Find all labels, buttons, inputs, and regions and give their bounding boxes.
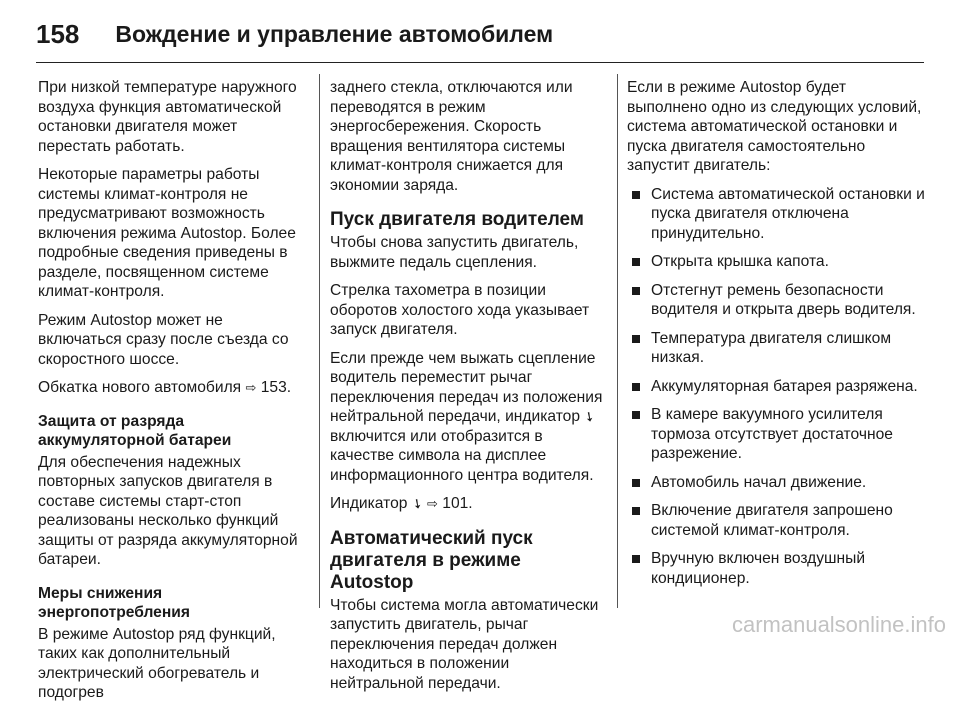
list-item-text: Вручную включен воздушный кондиционер. <box>651 550 866 587</box>
list-item <box>627 377 927 397</box>
watermark: carmanualsonline.info <box>731 612 946 637</box>
section-heading-driver-start: Пуск двигателя водителем <box>330 209 584 230</box>
condition-list <box>627 185 927 589</box>
paragraph: Режим Autostop может не включаться сразу после съезда со скоростного шоссе. <box>38 311 289 368</box>
page-reference-arrow-icon: ⇨ <box>427 496 438 511</box>
list-item <box>627 185 927 244</box>
paragraph-with-reference <box>38 378 310 398</box>
paragraph-with-indicator <box>330 349 604 486</box>
paragraph: Некоторые параметры работы системы климат-контроля не предусматривают возможность включения режима Autostop. Более подробные сведения приведены в разделе, посвященном системе климат-контроля. <box>38 166 296 300</box>
column-right <box>627 78 927 597</box>
reference-text: Обкатка нового автомобиля <box>38 379 242 396</box>
paragraph: В режиме Autostop ряд функций, таких как дополнительный электрический обогреватель и подогрев <box>38 625 276 701</box>
bullet-icon <box>632 383 640 391</box>
list-item-text: Открыта крышка капота. <box>651 253 829 270</box>
list-item <box>627 405 927 464</box>
bullet-icon <box>632 479 640 487</box>
paragraph: При низкой температуре наружного воздуха функция автоматической остановки двигателя может перестать работать. <box>38 79 297 155</box>
list-item-text: Система автоматической остановки и пуска двигателя отключена принудительно. <box>651 185 925 242</box>
column-divider <box>319 74 320 608</box>
paragraph-text: Если прежде чем выжать сцепление водитель переместит рычаг переключения передач из положения нейтральной передачи, индикатор <box>330 349 603 425</box>
list-item <box>627 252 927 272</box>
column-divider <box>617 74 618 608</box>
list-item <box>627 281 927 320</box>
list-item-text: Включение двигателя запрошено системой климат-контроля. <box>651 502 893 539</box>
header-rule <box>36 62 924 63</box>
list-item-text: Аккумуляторная батарея разряжена. <box>651 377 918 395</box>
page-number: 158 <box>36 18 80 49</box>
paragraph: Если в режиме Autostop будет выполнено одно из следующих условий, система автоматической остановки и пуска двигателя самостоятельно запустит двигатель: <box>627 79 922 174</box>
section-heading-energy-saving: Меры снижения энергопотребления <box>38 584 190 621</box>
autostop-indicator-icon: ➘ <box>408 494 427 513</box>
bullet-icon <box>632 507 640 515</box>
list-item <box>627 549 927 588</box>
list-item <box>627 501 927 540</box>
list-item <box>627 473 927 493</box>
bullet-icon <box>632 555 640 563</box>
page-title: Вождение и управление автомобилем <box>115 20 554 47</box>
bullet-icon <box>632 258 640 266</box>
column-left <box>38 78 310 712</box>
page-header <box>36 14 553 54</box>
list-item-text: В камере вакуумного усилителя тормоза отсутствует достаточное разрежение. <box>651 406 893 462</box>
list-item-text: Отстегнут ремень безопасности водителя и открыта дверь водителя. <box>651 281 916 318</box>
page-reference-arrow-icon: ⇨ <box>245 380 257 395</box>
bullet-icon <box>632 287 640 295</box>
column-middle <box>330 78 604 702</box>
paragraph-with-reference <box>330 494 604 514</box>
section-heading-battery-protection: Защита от разряда аккумуляторной батареи <box>38 412 232 449</box>
section-heading-auto-start: Автоматический пуск двигателя в режиме Autostop <box>330 527 533 593</box>
paragraph: Для обеспечения надежных повторных запусков двигателя в составе системы старт-стоп реализованы несколько функций защиты от разряда аккумуляторной батареи. <box>38 453 298 568</box>
list-item <box>627 329 927 368</box>
paragraph: Чтобы снова запустить двигатель, выжмите педаль сцепления. <box>330 234 579 271</box>
bullet-icon <box>632 335 640 343</box>
bullet-icon <box>632 191 640 199</box>
autostop-indicator-icon: ➘ <box>581 407 599 426</box>
page-reference-link[interactable]: 101. <box>442 495 473 512</box>
list-item-text: Температура двигателя слишком низкая. <box>651 329 892 366</box>
list-item-text: Автомобиль начал движение. <box>651 473 867 491</box>
paragraph: Стрелка тахометра в позиции оборотов холостого хода указывает запуск двигателя. <box>330 282 590 338</box>
paragraph: Чтобы система могла автоматически запустить двигатель, рычаг переключения передач должен находиться в положении нейтральной передачи. <box>330 596 599 692</box>
paragraph-text: включится или отобразится в качестве символа на дисплее информационного центра водителя. <box>330 427 594 484</box>
bullet-icon <box>632 411 640 419</box>
page-reference-link[interactable]: 153. <box>260 379 292 396</box>
reference-text: Индикатор <box>330 495 408 512</box>
paragraph: заднего стекла, отключаются или переводятся в режим энергосбережения. Скорость вращения вентилятора системы климат-контроля снижается для экономии заряда. <box>330 79 573 194</box>
